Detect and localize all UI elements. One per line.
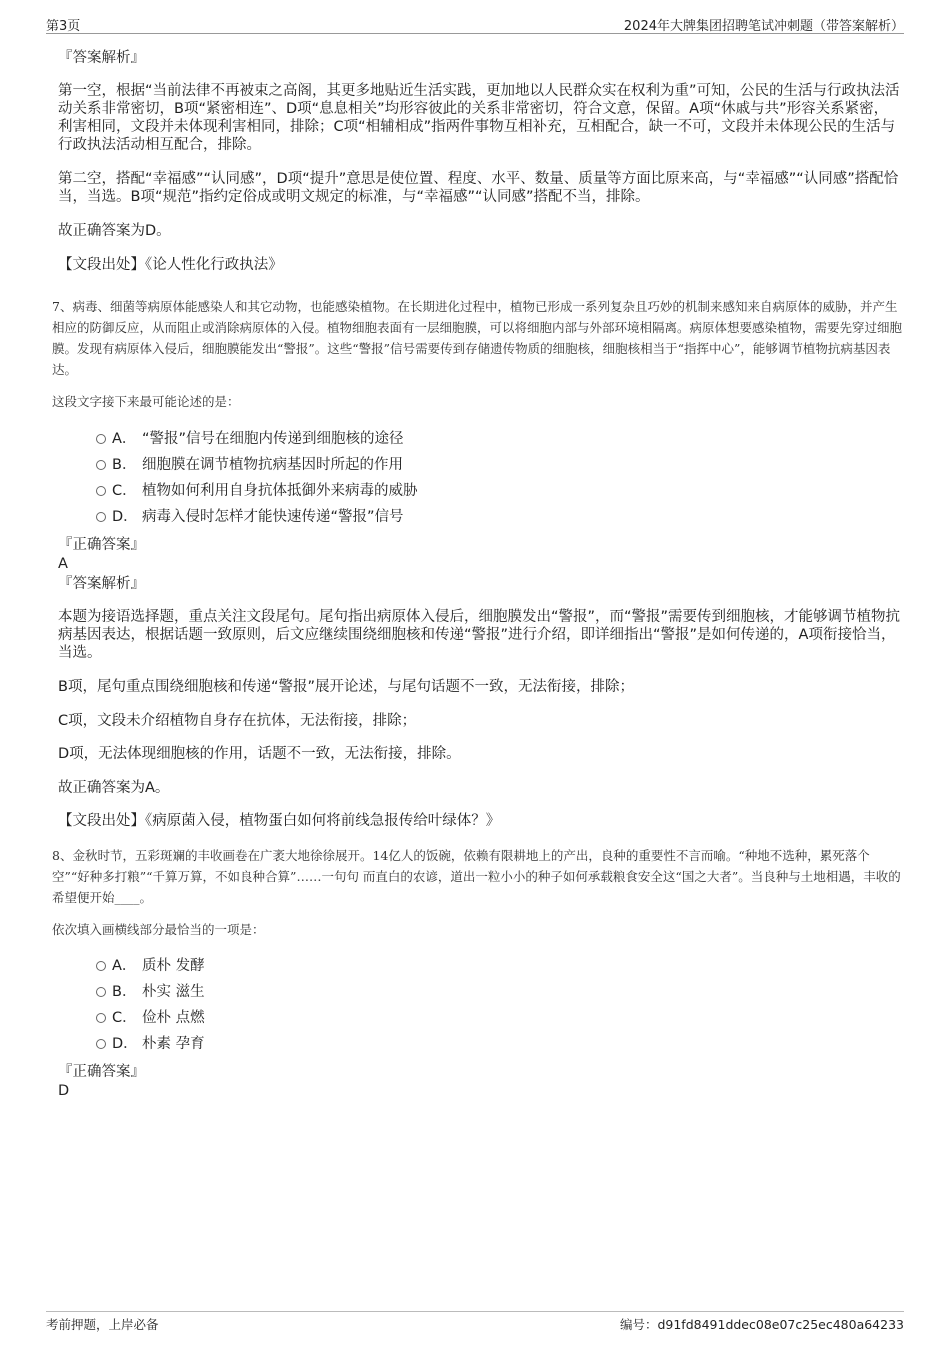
q7-option-b[interactable] [96,456,403,474]
q8-answer-label: 『正确答案』 [58,1064,145,1080]
footer-doc-id: 编号：d91fd8491ddec08e07c25ec480a64233 [619,1317,904,1332]
q7-stem: 7、病毒、细菌等病原体能感染人和其它动物，也能感染植物。在长期进化过程中，植物已形成一系列复杂且巧妙的机制来感知来自病原体的威胁，并产生相应的防御反应，从而阻止或消除病原体的入侵。植物细胞表面有一层细胞膜，可以将细胞内部与外部环境相隔离。病原体想要感染植物，需要先穿过细胞膜。发现有病原体入侵后，细胞膜能发出“警报”。这些“警报”信号需要传到存储遗传物质的细胞核，细胞核相当于“指挥中心”，能够调节植物抗病基因表达。 [52,299,903,377]
q7-analysis-para1: 本题为接语选择题，重点关注文段尾句。尾句指出病原体入侵后，细胞膜发出“警报”，而“警报”需要传到细胞核，才能够调节植物抗病基因表达，根据话题一致原则，后文应继续围绕细胞核和传递“警报”进行介绍，即详细指出“警报”是如何传递的，A项衔接恰当，当选。 [58,609,901,661]
radio-icon[interactable] [96,1013,106,1023]
option-key: C． [112,1010,137,1026]
q7-option-a[interactable] [96,430,404,448]
q7-analysis-para3: C项，文段未介绍植物自身存在抗体，无法衔接，排除； [58,713,417,729]
q7-analysis-para2: B项，尾句重点围绕细胞核和传递“警报”展开论述，与尾句话题不一致，无法衔接，排除； [58,679,634,695]
page-footer [46,1311,904,1333]
q7-prompt: 这段文字接下来最可能论述的是： [52,394,240,409]
q7-answer-label: 『正确答案』 [58,537,145,553]
radio-icon[interactable] [96,486,106,496]
option-text: 朴素 孕育 [142,1036,205,1052]
q6-analysis-para1: 第一空，根据“当前法律不再被束之高阁，其更多地贴近生活实践，更加地以人民群众实在权利为重”可知，公民的生活与行政执法活动关系非常密切，B项“紧密相连”、D项“息息相关”均形容彼此的关系非常密切，符合文意，保留。A项“休戚与共”形容关系紧密，利害相同，文段并未体现利害相同，排除；C项“相辅相成”指两件事物互相补充，互相配合，缺一不可，文段并未体现公民的生活与行政执法活动相互配合，排除。 [58,83,900,153]
radio-icon[interactable] [96,460,106,470]
q8-prompt: 依次填入画横线部分最恰当的一项是： [52,922,265,937]
option-key: D． [112,1036,138,1052]
q8-option-c[interactable] [96,1009,205,1027]
document-title: 2024年大牌集团招聘笔试冲刺题（带答案解析） [623,19,904,34]
option-text: 病毒入侵时怎样才能快速传递“警报”信号 [142,509,404,525]
page-number: 第3页 [46,19,81,34]
q8-stem: 8、金秋时节，五彩斑斓的丰收画卷在广袤大地徐徐展开。14亿人的饭碗，依赖有限耕地上的产出，良种的重要性不言而喻。“种地不选种，累死落个空”“好种多打粮”“千算万算，不如良种合算”……一句句 而直白的农谚，道出一粒小小的种子如何承载粮食安全这“国之大者”。当良种与土地相遇，丰收的希望便开始____。 [52,848,901,905]
q7-analysis-label: 『答案解析』 [58,576,145,592]
option-text: 细胞膜在调节植物抗病基因时所起的作用 [142,457,403,473]
option-text: 质朴 发酵 [142,958,205,974]
q7-source: 【文段出处】《病原菌入侵，植物蛋白如何将前线急报传给叶绿体？》 [58,813,501,829]
option-text: 俭朴 点燃 [142,1010,205,1026]
option-text: 朴实 滋生 [142,984,205,1000]
footer-slogan: 考前押题，上岸必备 [46,1317,159,1332]
q8-answer: D [58,1083,70,1099]
q6-analysis-para2: 第二空，搭配“幸福感”“认同感”，D项“提升”意思是使位置、程度、水平、数量、质量等方面比原来高，与“幸福感”“认同感”搭配恰当，当选。B项“规范”指约定俗成或明文规定的标准，与“幸福感”“认同感”搭配不当，排除。 [58,171,899,205]
q8-option-b[interactable] [96,983,205,1001]
radio-icon[interactable] [96,434,106,444]
q6-conclusion: 故正确答案为D。 [58,223,171,239]
q7-conclusion: 故正确答案为A。 [58,780,170,796]
option-key: B． [112,457,137,473]
q6-source: 【文段出处】《论人性化行政执法》 [58,257,283,273]
q8-option-a[interactable] [96,957,205,975]
option-text: “警报”信号在细胞内传递到细胞核的途径 [142,431,404,447]
radio-icon[interactable] [96,512,106,522]
option-text: 植物如何利用自身抗体抵御外来病毒的威胁 [142,483,418,499]
q6-analysis-label: 『答案解析』 [58,50,145,66]
q7-option-c[interactable] [96,482,418,500]
q8-option-d[interactable] [96,1035,205,1053]
q7-analysis-para4: D项，无法体现细胞核的作用，话题不一致，无法衔接，排除。 [58,746,461,762]
option-key: D． [112,509,138,525]
option-key: C． [112,483,137,499]
radio-icon[interactable] [96,961,106,971]
radio-icon[interactable] [96,987,106,997]
radio-icon[interactable] [96,1039,106,1049]
q7-option-d[interactable] [96,508,404,526]
option-key: A． [112,958,137,974]
page-header [46,14,904,34]
option-key: B． [112,984,137,1000]
option-key: A． [112,431,137,447]
q7-answer: A [58,556,68,572]
